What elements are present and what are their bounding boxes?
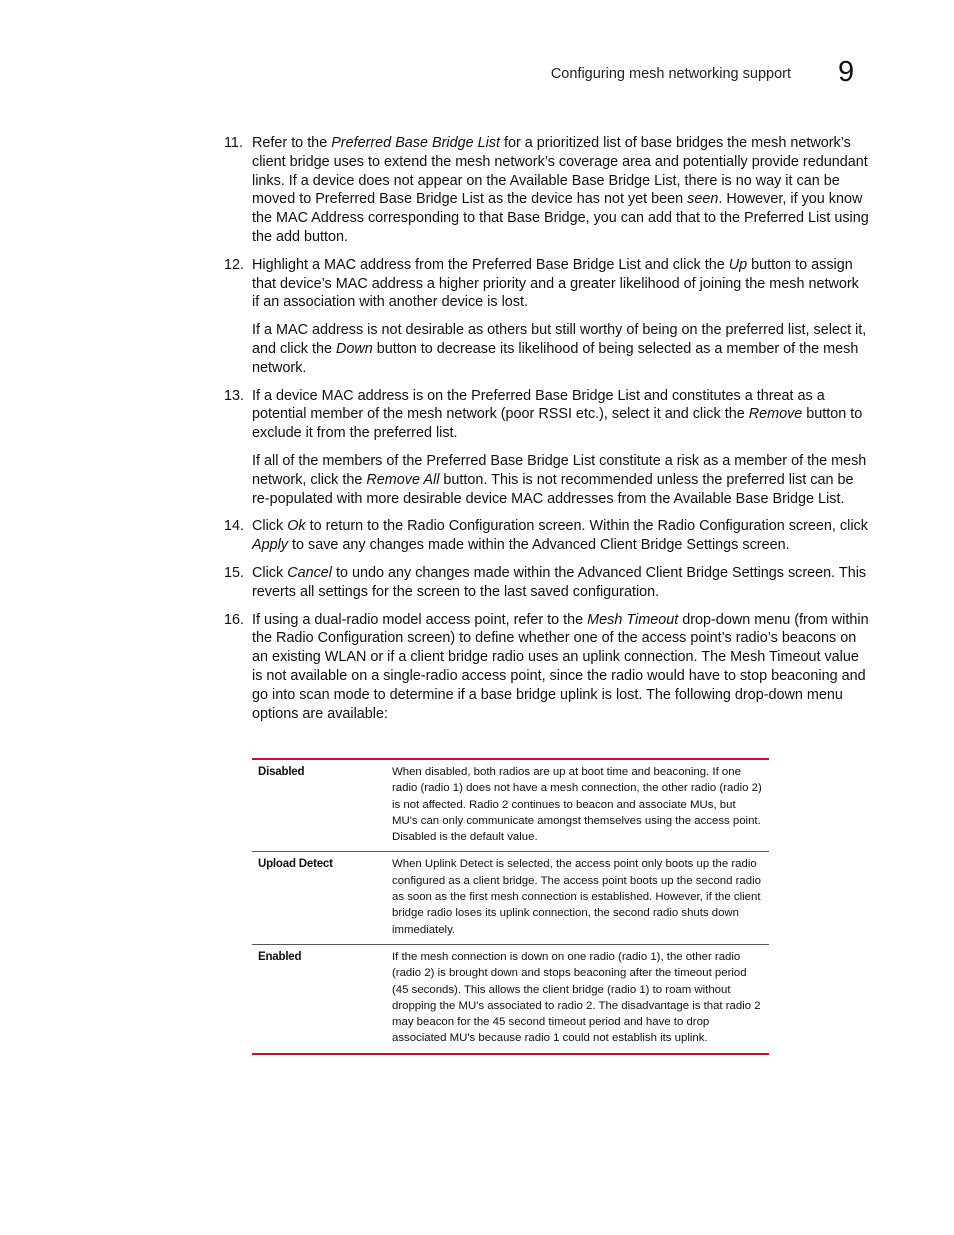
emphasized-term: Down (336, 340, 373, 357)
table-row (252, 852, 769, 944)
emphasized-term: Remove All (366, 471, 440, 488)
chapter-number: 9 (838, 56, 855, 88)
step-subparagraph (252, 321, 870, 377)
option-term: Disabled (258, 766, 305, 778)
text-run: to save any changes made within the Advanced Client Bridge Settings screen. (288, 537, 790, 554)
step-number: 13. (224, 387, 245, 404)
option-description: If the mesh connection is down on one radio (radio 1), the other radio (radio 2) is brought down and stops beaconing after the timeout period (45 seconds). This allows the client bridge (radio 1) to roam without dropping the MU's associated to radio 2. The disadvantage is that radio 2 may beacon for the 45 second timeout period and have to drop associated MU's because radio 1 could not establish its uplink. (386, 944, 769, 1053)
option-term: Upload Detect (252, 852, 386, 944)
emphasized-term: Up (728, 256, 748, 273)
step-13 (224, 387, 870, 509)
mesh-timeout-options-table (252, 758, 769, 1055)
running-title: Configuring mesh networking support (550, 66, 791, 82)
text-run: button to decrease its likelihood of being selected as a member of the mesh network. (252, 340, 859, 376)
text-run: button to exclude it from the preferred list. (252, 406, 863, 442)
step-text (252, 256, 870, 312)
option-description: When disabled, both radios are up at boot time and beaconing. If one radio (radio 1) does not have a mesh connection, the other radio (radio 2) is not affected. Radio 2 continues to beacon and associate MUs, but MU's can only communicate amongst themselves using the access point. Disabled is the default value. (392, 766, 762, 844)
step-16 (224, 611, 870, 724)
text-run: to return to the Radio Configuration screen. Within the Radio Configuration screen, click (305, 518, 868, 535)
emphasized-term: Apply (252, 537, 288, 554)
emphasized-term: seen (687, 191, 719, 208)
step-text (252, 134, 870, 247)
text-run: drop-down menu (from within the Radio Configuration screen) to define whether one of the access point’s radio’s beacons on an existing WLAN or if a client bridge radio uses an uplink connection. The Mesh Timeout value is not available on a single-radio access point, since the radio would have to stop beaconing and go into scan mode to determine if a base bridge uplink is lost. The following drop-down menu options are available: (252, 611, 869, 722)
step-text (252, 564, 870, 602)
steps-list (224, 134, 870, 723)
text-run: to undo any changes made within the Advanced Client Bridge Settings screen. This reverts all settings for the screen to the last saved configuration. (252, 564, 867, 600)
step-text (252, 611, 870, 724)
step-number: 14. (224, 518, 245, 535)
table-row (252, 759, 769, 852)
text-run: Highlight a MAC address from the Preferred Base Bridge List and click the (252, 256, 729, 273)
text-run: If using a dual-radio model access point, refer to the (252, 611, 588, 628)
text-run: button. This is not recommended unless the preferred list can be re-populated with more desirable device MAC addresses from the Available Base Bridge List. (252, 471, 854, 507)
step-number: 16. (224, 611, 245, 628)
text-run: button to assign that device’s MAC address a higher priority and a greater likelihood of joining the mesh network if an association with another device is lost. (252, 256, 859, 311)
emphasized-term: Mesh Timeout (587, 611, 679, 628)
emphasized-term: Remove (748, 406, 803, 423)
page-header (0, 56, 954, 96)
procedure-steps (224, 134, 870, 732)
text-run: for a prioritized list of base bridges the mesh network’s client bridge uses to extend the mesh network’s coverage area and potentially provide redundant links. If a device does not appear on the Available Base Bridge List, there is no way it can be moved to Preferred Base Bridge List as the device has not yet been (252, 135, 868, 208)
option-term: Enabled (252, 944, 386, 1053)
emphasized-term: Preferred Base Bridge List (331, 135, 500, 151)
text-run: If a device MAC address is on the Preferred Base Bridge List and constitutes a threat as a potential member of the mesh network (poor RSSI etc.), select it and click the (252, 387, 825, 423)
step-12 (224, 256, 870, 378)
step-number: 11. (224, 135, 243, 151)
step-text (252, 517, 870, 555)
step-14 (224, 517, 870, 555)
step-number: 12. (224, 256, 245, 273)
text-run: Refer to the (252, 135, 332, 151)
emphasized-term: Cancel (287, 564, 332, 581)
step-text (252, 387, 870, 443)
text-run: If all of the members of the Preferred Base Bridge List constitute a risk as a member of the mesh network, click the (252, 452, 867, 488)
step-number: 15. (224, 564, 245, 581)
step-11 (224, 134, 870, 247)
step-15 (224, 564, 870, 602)
emphasized-term: Ok (287, 518, 306, 535)
step-subparagraph (252, 452, 870, 508)
text-run: . However, if you know the MAC Address corresponding to that Base Bridge, you can add that to the Preferred List using the add button. (252, 191, 869, 245)
table-row (252, 944, 769, 1053)
text-run: If a MAC address is not desirable as others but still worthy of being on the preferred list, select it, and click the (252, 322, 867, 357)
text-run: Click (252, 564, 288, 581)
text-run: Click (252, 518, 288, 535)
option-description: When Uplink Detect is selected, the access point only boots up the radio configured as a client bridge. The access point boots up the second radio as soon as the first mesh connection is established. However, if the client bridge radio loses its uplink connection, the second radio shuts down immediately. (386, 852, 769, 944)
